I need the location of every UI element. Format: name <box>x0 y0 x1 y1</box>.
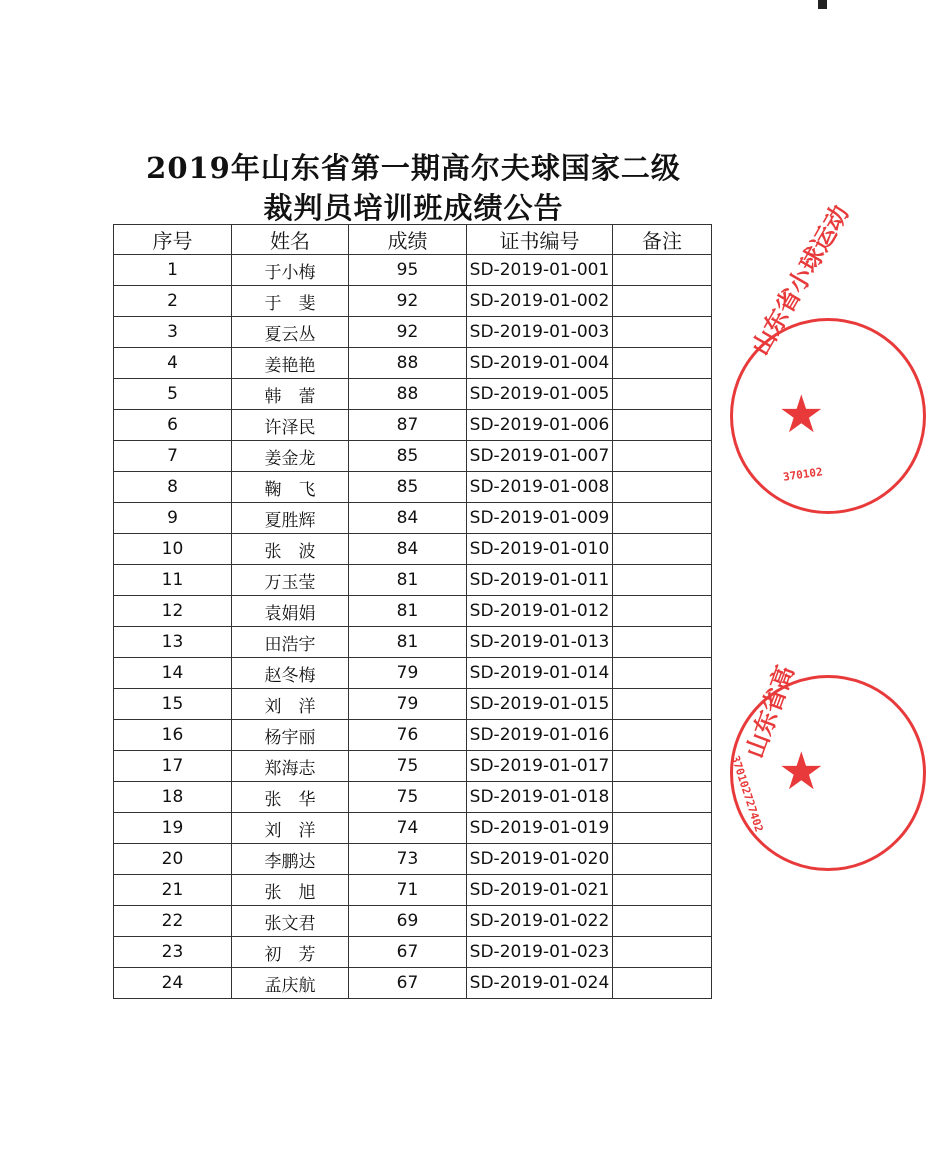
cell-note <box>613 813 712 844</box>
cell-name: 于 斐 <box>232 286 349 317</box>
official-seal-2 <box>728 661 926 871</box>
cell-score: 84 <box>349 503 467 534</box>
seal-1-number: 370102 <box>782 465 824 484</box>
table-row <box>114 379 712 410</box>
cell-name: 韩 蕾 <box>232 379 349 410</box>
cell-note <box>613 658 712 689</box>
cell-no: 15 <box>114 689 232 720</box>
cell-score: 85 <box>349 441 467 472</box>
table-row <box>114 317 712 348</box>
cell-score: 88 <box>349 379 467 410</box>
cell-score: 75 <box>349 782 467 813</box>
cell-no: 22 <box>114 906 232 937</box>
cell-note <box>613 348 712 379</box>
table-row <box>114 534 712 565</box>
cell-name: 郑海志 <box>232 751 349 782</box>
cell-note <box>613 720 712 751</box>
cell-cert: SD-2019-01-016 <box>467 720 613 751</box>
cell-score: 81 <box>349 565 467 596</box>
cell-score: 81 <box>349 627 467 658</box>
cell-name: 夏云丛 <box>232 317 349 348</box>
cell-no: 18 <box>114 782 232 813</box>
cell-no: 9 <box>114 503 232 534</box>
cell-name: 刘 洋 <box>232 813 349 844</box>
cell-no: 6 <box>114 410 232 441</box>
table-row <box>114 875 712 906</box>
seal-2-number: 370102727402 <box>728 754 766 834</box>
table-row <box>114 782 712 813</box>
cell-no: 17 <box>114 751 232 782</box>
cell-note <box>613 906 712 937</box>
cell-note <box>613 410 712 441</box>
table-row <box>114 255 712 286</box>
cell-no: 11 <box>114 565 232 596</box>
cell-cert: SD-2019-01-012 <box>467 596 613 627</box>
cell-no: 21 <box>114 875 232 906</box>
cell-name: 姜艳艳 <box>232 348 349 379</box>
table-row <box>114 813 712 844</box>
table-row <box>114 658 712 689</box>
cell-no: 7 <box>114 441 232 472</box>
cell-note <box>613 534 712 565</box>
page-title-line2: 裁判员培训班成绩公告 <box>263 191 564 225</box>
cell-cert: SD-2019-01-004 <box>467 348 613 379</box>
cell-note <box>613 255 712 286</box>
cell-cert: SD-2019-01-020 <box>467 844 613 875</box>
cell-cert: SD-2019-01-005 <box>467 379 613 410</box>
cell-no: 1 <box>114 255 232 286</box>
cell-note <box>613 689 712 720</box>
cell-note <box>613 782 712 813</box>
table-row <box>114 410 712 441</box>
cell-cert: SD-2019-01-009 <box>467 503 613 534</box>
cell-note <box>613 844 712 875</box>
cell-score: 67 <box>349 937 467 968</box>
cell-name: 许泽民 <box>232 410 349 441</box>
seal-1-star-icon: ★ <box>778 385 825 445</box>
cell-no: 4 <box>114 348 232 379</box>
cell-cert: SD-2019-01-008 <box>467 472 613 503</box>
cell-name: 姜金龙 <box>232 441 349 472</box>
table-row <box>114 751 712 782</box>
cell-no: 3 <box>114 317 232 348</box>
cell-score: 88 <box>349 348 467 379</box>
header-cert: 证书编号 <box>467 225 613 255</box>
cell-name: 张 旭 <box>232 875 349 906</box>
cell-cert: SD-2019-01-003 <box>467 317 613 348</box>
cell-score: 74 <box>349 813 467 844</box>
cell-cert: SD-2019-01-021 <box>467 875 613 906</box>
cell-score: 87 <box>349 410 467 441</box>
cell-score: 95 <box>349 255 467 286</box>
cell-cert: SD-2019-01-014 <box>467 658 613 689</box>
cell-cert: SD-2019-01-015 <box>467 689 613 720</box>
cell-score: 71 <box>349 875 467 906</box>
table-row <box>114 503 712 534</box>
cell-name: 张 波 <box>232 534 349 565</box>
cell-note <box>613 472 712 503</box>
results-table <box>113 224 712 999</box>
cell-name: 刘 洋 <box>232 689 349 720</box>
table-row <box>114 906 712 937</box>
cell-no: 20 <box>114 844 232 875</box>
cell-name: 赵冬梅 <box>232 658 349 689</box>
cell-score: 85 <box>349 472 467 503</box>
header-score: 成绩 <box>349 225 467 255</box>
cell-name: 田浩宇 <box>232 627 349 658</box>
cell-note <box>613 596 712 627</box>
cell-note <box>613 441 712 472</box>
cell-score: 75 <box>349 751 467 782</box>
table-row <box>114 968 712 999</box>
seal-2-text: 山东省高 <box>740 661 800 762</box>
cell-note <box>613 317 712 348</box>
header-name: 姓名 <box>232 225 349 255</box>
cell-name: 夏胜辉 <box>232 503 349 534</box>
header-note: 备注 <box>613 225 712 255</box>
table-row <box>114 472 712 503</box>
cell-name: 于小梅 <box>232 255 349 286</box>
cell-no: 10 <box>114 534 232 565</box>
cell-score: 92 <box>349 317 467 348</box>
cell-cert: SD-2019-01-023 <box>467 937 613 968</box>
cell-score: 69 <box>349 906 467 937</box>
cell-name: 鞠 飞 <box>232 472 349 503</box>
cell-note <box>613 565 712 596</box>
cell-score: 67 <box>349 968 467 999</box>
cell-cert: SD-2019-01-002 <box>467 286 613 317</box>
cell-no: 8 <box>114 472 232 503</box>
cell-cert: SD-2019-01-006 <box>467 410 613 441</box>
cell-name: 袁娟娟 <box>232 596 349 627</box>
header-no: 序号 <box>114 225 232 255</box>
cell-cert: SD-2019-01-018 <box>467 782 613 813</box>
cell-no: 5 <box>114 379 232 410</box>
table-row <box>114 844 712 875</box>
cell-note <box>613 503 712 534</box>
cell-score: 73 <box>349 844 467 875</box>
cell-score: 81 <box>349 596 467 627</box>
cell-note <box>613 968 712 999</box>
official-seal-1 <box>730 200 926 514</box>
cell-no: 14 <box>114 658 232 689</box>
cell-note <box>613 937 712 968</box>
cell-no: 2 <box>114 286 232 317</box>
page-title-line1: 2019年山东省第一期高尔夫球国家二级 <box>146 151 681 185</box>
cell-score: 79 <box>349 658 467 689</box>
cell-name: 杨宇丽 <box>232 720 349 751</box>
table-row <box>114 348 712 379</box>
cell-cert: SD-2019-01-024 <box>467 968 613 999</box>
table-header-row <box>114 225 712 255</box>
cell-cert: SD-2019-01-013 <box>467 627 613 658</box>
table-row <box>114 627 712 658</box>
table-row <box>114 286 712 317</box>
table-row <box>114 937 712 968</box>
cell-cert: SD-2019-01-019 <box>467 813 613 844</box>
cell-cert: SD-2019-01-017 <box>467 751 613 782</box>
cell-cert: SD-2019-01-010 <box>467 534 613 565</box>
cell-cert: SD-2019-01-007 <box>467 441 613 472</box>
cell-note <box>613 379 712 410</box>
cell-score: 92 <box>349 286 467 317</box>
cell-note <box>613 751 712 782</box>
cell-note <box>613 875 712 906</box>
cell-no: 19 <box>114 813 232 844</box>
cell-no: 12 <box>114 596 232 627</box>
seal-2-star-icon: ★ <box>778 742 825 802</box>
table-row <box>114 441 712 472</box>
table-row <box>114 596 712 627</box>
cell-name: 李鹏达 <box>232 844 349 875</box>
cell-note <box>613 286 712 317</box>
cell-name: 初 芳 <box>232 937 349 968</box>
cell-cert: SD-2019-01-022 <box>467 906 613 937</box>
cell-no: 16 <box>114 720 232 751</box>
cell-score: 79 <box>349 689 467 720</box>
table-row <box>114 565 712 596</box>
cell-no: 13 <box>114 627 232 658</box>
cell-cert: SD-2019-01-001 <box>467 255 613 286</box>
cell-score: 84 <box>349 534 467 565</box>
cell-name: 张文君 <box>232 906 349 937</box>
seal-1-text: 山东省小球运动 <box>746 200 855 360</box>
table-row <box>114 720 712 751</box>
cell-no: 23 <box>114 937 232 968</box>
cell-name: 万玉莹 <box>232 565 349 596</box>
cell-no: 24 <box>114 968 232 999</box>
cell-name: 孟庆航 <box>232 968 349 999</box>
scan-edge-mark <box>818 0 827 9</box>
cell-score: 76 <box>349 720 467 751</box>
table-row <box>114 689 712 720</box>
cell-cert: SD-2019-01-011 <box>467 565 613 596</box>
cell-name: 张 华 <box>232 782 349 813</box>
cell-note <box>613 627 712 658</box>
